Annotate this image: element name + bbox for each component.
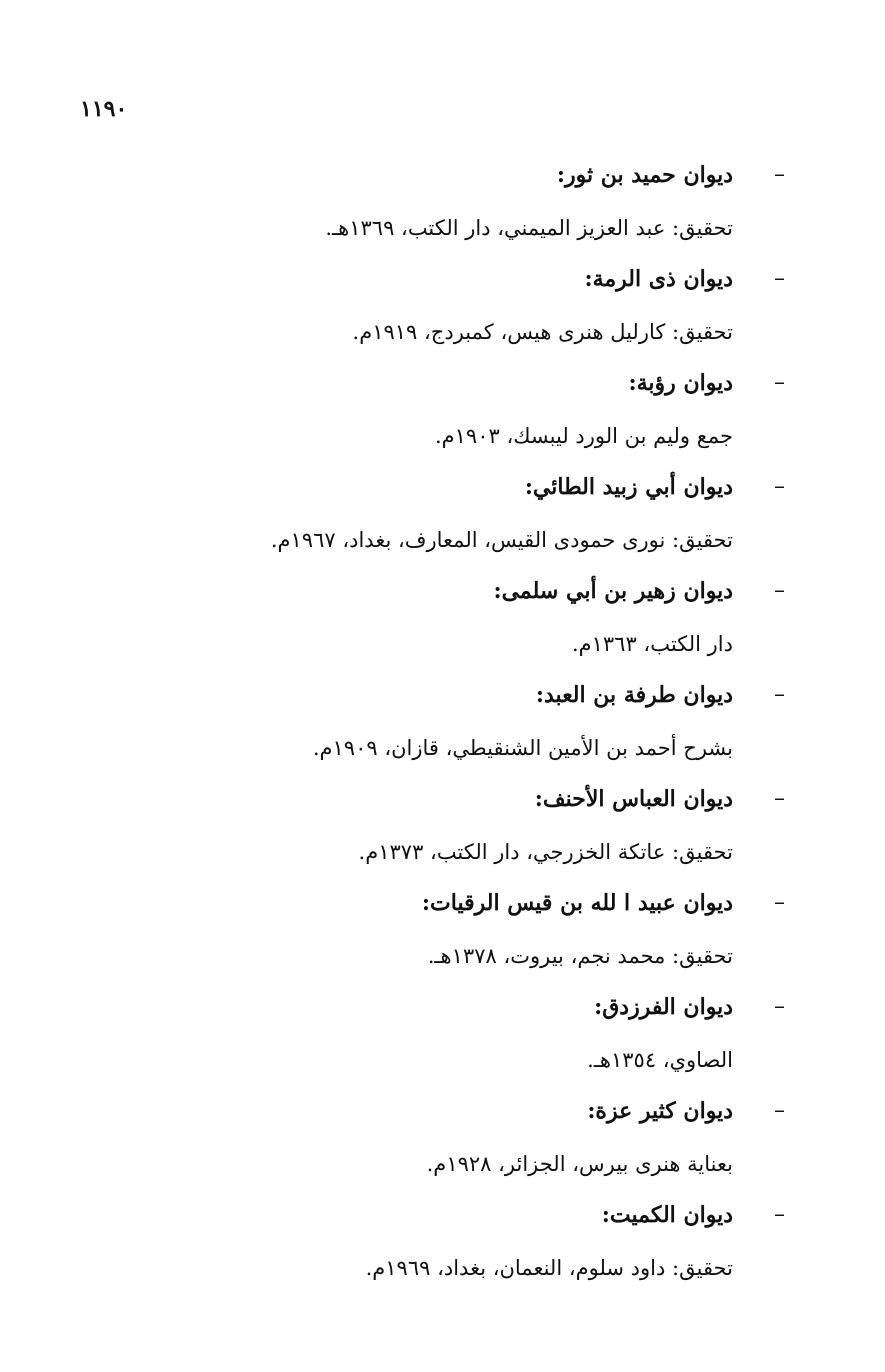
list-item xyxy=(85,776,785,880)
entry-title: ديوان طرفة بن العبد: xyxy=(535,682,733,708)
list-item xyxy=(85,1192,785,1296)
page-number: ١١٩٠ xyxy=(80,96,128,122)
entry-detail: تحقيق: محمد نجم، بيروت، ١٣٧٨هـ. xyxy=(427,944,733,968)
entry-dash: – xyxy=(774,162,785,187)
entry-dash: – xyxy=(774,474,785,499)
entry-title: ديوان كثير عزة: xyxy=(587,1098,733,1124)
entry-detail: تحقيق: عبد العزيز الميمني، دار الكتب، ١٣٦٩هـ. xyxy=(325,216,733,240)
entry-title: ديوان ذى الرمة: xyxy=(584,266,733,292)
entry-detail: تحقيق: نورى حمودى القيس، المعارف، بغداد، ١٩٦٧م. xyxy=(270,528,733,552)
entry-dash: – xyxy=(774,994,785,1019)
entry-detail: جمع وليم بن الورد ليبسك، ١٩٠٣م. xyxy=(434,424,733,448)
entry-dash: – xyxy=(774,786,785,811)
entry-dash: – xyxy=(774,370,785,395)
entry-detail: تحقيق: داود سلوم، النعمان، بغداد، ١٩٦٩م. xyxy=(365,1256,733,1280)
entry-title: ديوان رؤبة: xyxy=(628,370,733,396)
entry-detail: تحقيق: كارليل هنرى هيس، كمبردج، ١٩١٩م. xyxy=(352,320,733,344)
list-item xyxy=(85,984,785,1088)
entry-detail: تحقيق: عاتكة الخزرجي، دار الكتب، ١٣٧٣م. xyxy=(358,840,733,864)
bibliography-list xyxy=(85,152,785,1296)
entry-dash: – xyxy=(774,1098,785,1123)
entry-title: ديوان العباس الأحنف: xyxy=(534,786,733,812)
entry-title: ديوان عبيد ا لله بن قيس الرقيات: xyxy=(421,890,733,916)
entry-detail: دار الكتب، ١٣٦٣م. xyxy=(571,632,733,656)
list-item xyxy=(85,152,785,256)
entry-dash: – xyxy=(774,682,785,707)
entry-title: ديوان زهير بن أبي سلمى: xyxy=(493,578,733,604)
entry-dash: – xyxy=(774,1202,785,1227)
entry-title: ديوان الفرزدق: xyxy=(594,994,733,1020)
list-item xyxy=(85,880,785,984)
entry-dash: – xyxy=(774,890,785,915)
entry-dash: – xyxy=(774,578,785,603)
entry-detail: الصاوي، ١٣٥٤هـ. xyxy=(587,1048,733,1072)
entry-title: ديوان حميد بن ثور: xyxy=(556,162,733,188)
list-item xyxy=(85,1088,785,1192)
list-item xyxy=(85,464,785,568)
entry-title: ديوان أبي زبيد الطائي: xyxy=(524,474,733,500)
entry-dash: – xyxy=(774,266,785,291)
entry-detail: بشرح أحمد بن الأمين الشنقيطي، قازان، ١٩٠٩م. xyxy=(312,736,733,760)
list-item xyxy=(85,672,785,776)
list-item xyxy=(85,360,785,464)
entry-title: ديوان الكميت: xyxy=(601,1202,733,1228)
list-item xyxy=(85,568,785,672)
entry-detail: بعناية هنرى بيرس، الجزائر، ١٩٢٨م. xyxy=(426,1152,733,1176)
list-item xyxy=(85,256,785,360)
